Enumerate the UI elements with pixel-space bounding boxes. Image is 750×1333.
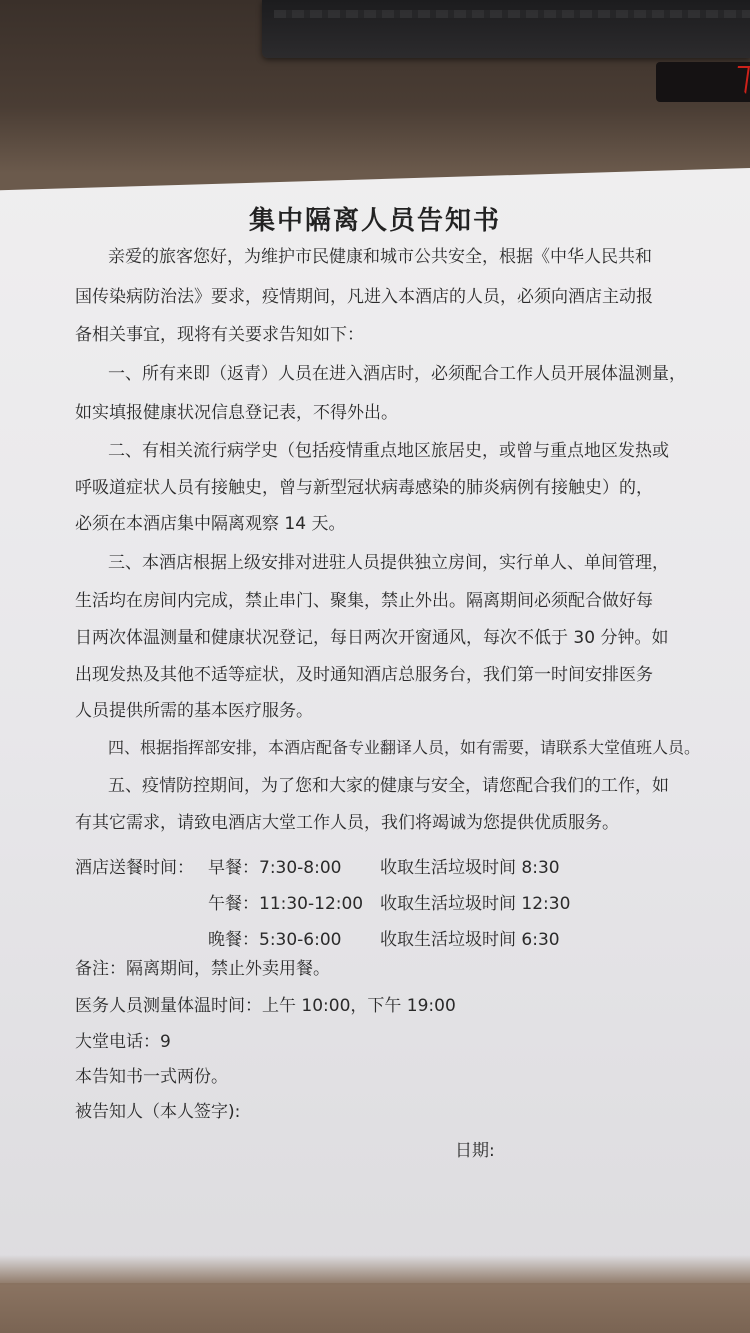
item1-line-2: 如实填报健康状况信息登记表，不得外出。 <box>75 403 398 423</box>
meal-time: 晚餐：5:30-6:00 <box>208 930 342 950</box>
trash-pickup-time: 收取生活垃圾时间 6:30 <box>380 930 560 950</box>
lobby-phone-line: 大堂电话：9 <box>75 1032 171 1052</box>
device-top-object <box>262 0 750 58</box>
temperature-time-line: 医务人员测量体温时间：上午 10:00，下午 19:00 <box>75 996 456 1016</box>
document-title: 集中隔离人员告知书 <box>248 206 501 236</box>
item3-line-4: 出现发热及其他不适等症状，及时通知酒店总服务台，我们第一时间安排医务 <box>75 665 653 685</box>
item5-line-2: 有其它需求，请致电酒店大堂工作人员，我们将竭诚为您提供优质服务。 <box>75 813 619 833</box>
item2-line-3: 必须在本酒店集中隔离观察 14 天。 <box>75 514 346 534</box>
item2-line-1: 二、有相关流行病学史（包括疫情重点地区旅居史，或曾与重点地区发热或 <box>108 441 669 461</box>
item3-line-1: 三、本酒店根据上级安排对进驻人员提供独立房间，实行单人、单间管理， <box>108 553 669 573</box>
item5-line-1: 五、疫情防控期间，为了您和大家的健康与安全，请您配合我们的工作，如 <box>108 776 669 796</box>
signature-label: 被告知人（本人签字): <box>75 1102 241 1122</box>
clock-digit-icon <box>734 66 750 94</box>
item3-line-2: 生活均在房间内完成，禁止串门、聚集，禁止外出。隔离期间必须配合做好每 <box>75 591 653 611</box>
item4-line-1: 四、根据指挥部安排，本酒店配备专业翻译人员，如有需要，请联系大堂值班人员。 <box>108 738 701 757</box>
schedule-label: 酒店送餐时间： <box>75 858 194 878</box>
remark-line: 备注：隔离期间，禁止外卖用餐。 <box>75 959 330 979</box>
intro-line-1: 亲爱的旅客您好，为维护市民健康和城市公共安全，根据《中华人民共和 <box>108 247 652 267</box>
item2-line-2: 呼吸道症状人员有接触史，曾与新型冠状病毒感染的肺炎病例有接触史）的， <box>75 478 653 498</box>
trash-pickup-time: 收取生活垃圾时间 8:30 <box>380 858 560 878</box>
meal-time: 早餐：7:30-8:00 <box>208 858 342 878</box>
item3-line-3: 日两次体温测量和健康状况登记，每日两次开窗通风，每次不低于 30 分钟。如 <box>75 628 669 648</box>
date-label: 日期: <box>455 1141 495 1161</box>
meal-time: 午餐：11:30-12:00 <box>208 894 364 914</box>
digital-clock-display <box>656 62 750 102</box>
item1-line-1: 一、所有来即（返青）人员在进入酒店时，必须配合工作人员开展体温测量， <box>108 364 686 384</box>
trash-pickup-time: 收取生活垃圾时间 12:30 <box>380 894 571 914</box>
table-surface <box>0 1255 750 1333</box>
intro-line-2: 国传染病防治法》要求，疫情期间，凡进入本酒店的人员，必须向酒店主动报 <box>75 287 653 307</box>
intro-line-3: 备相关事宜，现将有关要求告知如下： <box>75 325 364 345</box>
copies-line: 本告知书一式两份。 <box>75 1067 228 1087</box>
item3-line-5: 人员提供所需的基本医疗服务。 <box>75 701 313 721</box>
